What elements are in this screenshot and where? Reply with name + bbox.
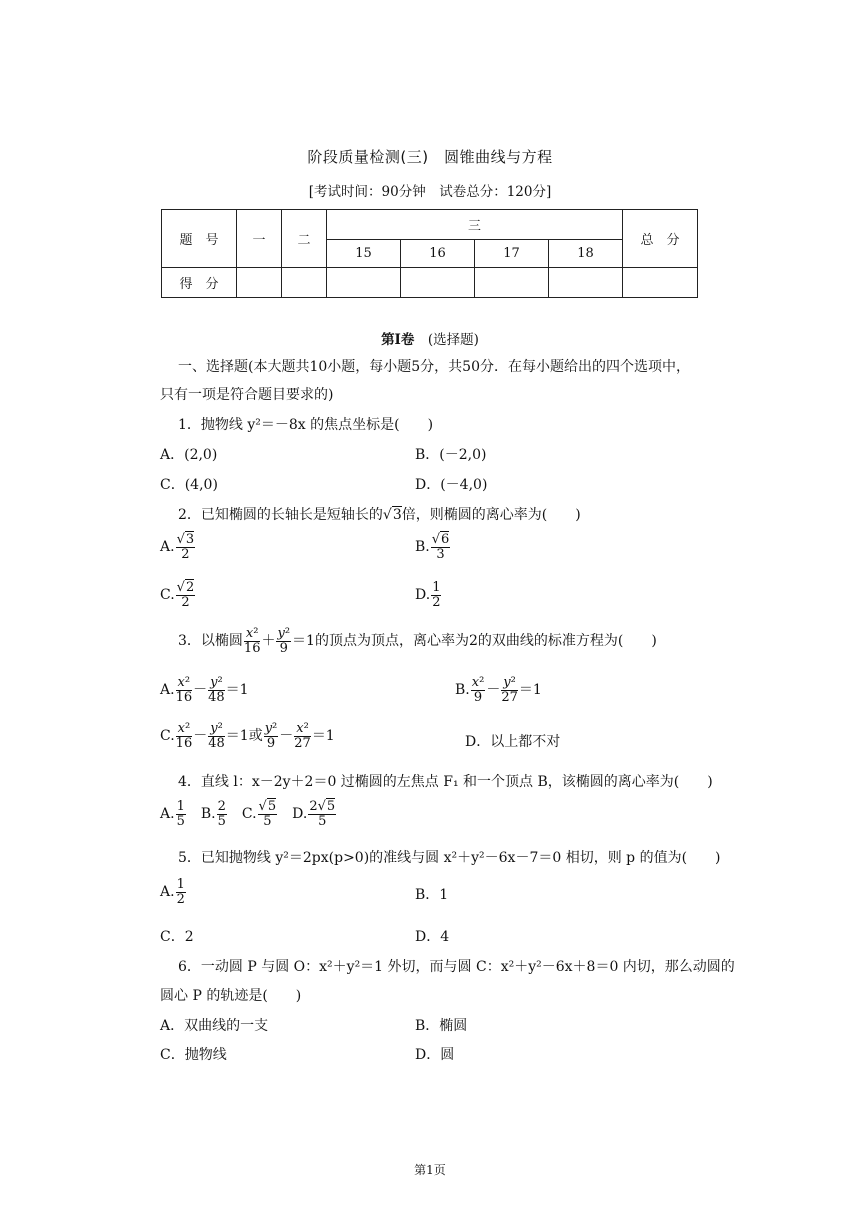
score-cell	[401, 268, 475, 298]
q5-option-b: B．1	[415, 887, 449, 903]
section-subtitle: (选择题)	[427, 332, 479, 348]
score-table	[161, 209, 698, 298]
section-heading	[0, 328, 860, 348]
q6-option-d: D．圆	[415, 1047, 455, 1063]
col-one: 一	[237, 210, 282, 268]
score-cell	[549, 268, 623, 298]
q1-option-d: D．(－4,0)	[415, 477, 488, 493]
q3-option-b: B. $\frac{\text{x²}}{9}$ － $\frac{\text{y²}}{27}$ ＝1	[455, 675, 542, 705]
q1-option-c: C．(4,0)	[160, 477, 218, 493]
q6-option-a: A．双曲线的一支	[160, 1018, 269, 1034]
exam-info: [考试时间：90分钟 试卷总分：120分]	[308, 184, 552, 200]
instructions-line-1: 一、选择题(本大题共10小题，每小题5分，共50分．在每小题给出的四个选项中，	[178, 359, 690, 375]
q4-options: A. $\frac{1}{5}$ B. $\frac{2}{5}$ C. $\frac{√5}{5}$ D. $\frac{2√5}{5}$	[160, 799, 336, 829]
q6-option-c: C．抛物线	[160, 1047, 227, 1063]
q5-option-c: C．2	[160, 929, 194, 945]
col-15: 15	[327, 240, 401, 268]
q5-option-d: D．4	[415, 929, 450, 945]
section-title: 第Ⅰ卷	[381, 332, 415, 348]
q1-option-b: B．(－2,0)	[415, 447, 487, 463]
q2-stem	[178, 504, 581, 524]
row-label-question: 题 号	[162, 210, 237, 268]
q2-option-b: B. $\frac{√6}{3}$	[415, 532, 450, 562]
q1-stem: 1．抛物线 y²＝－8x 的焦点坐标是( )	[178, 417, 434, 433]
q3-stem-pre: 3．以椭圆	[178, 633, 243, 650]
q4-stem: 4．直线 l：x－2y＋2＝0 过椭圆的左焦点 F₁ 和一个顶点 B，该椭圆的离心率为( )	[178, 774, 713, 790]
col-17: 17	[475, 240, 549, 268]
q6-stem-1: 6．一动圆 P 与圆 O：x²＋y²＝1 外切，而与圆 C：x²＋y²－6x＋8＝0 内切，那么动圆的	[178, 959, 735, 975]
q2-option-c: C. $\frac{√2}{2}$	[160, 580, 195, 610]
row-label-score: 得 分	[162, 268, 237, 298]
q2-stem-pre: 2．已知椭圆的长轴长是短轴长的	[178, 507, 383, 523]
page-title: 阶段质量检测(三) 圆锥曲线与方程	[307, 148, 553, 166]
q5-stem: 5．已知抛物线 y²＝2px(p>0)的准线与圆 x²＋y²－6x－7＝0 相切，则 p 的值为( )	[178, 850, 721, 866]
q5-option-a: A. $\frac{1}{2}$	[160, 877, 185, 907]
q3-stem: 3．以椭圆 $\frac{\text{x²}}{16}$ ＋ $\frac{\text{y²}}{9}$ ＝1的顶点为顶点，离心率为2的双曲线的标准方程为( )	[178, 626, 657, 656]
score-cell	[327, 268, 401, 298]
col-three: 三	[327, 210, 623, 240]
page-number: 第1页	[414, 1163, 446, 1177]
score-cell	[282, 268, 327, 298]
q6-option-b: B．椭圆	[415, 1018, 468, 1034]
col-two: 二	[282, 210, 327, 268]
score-cell	[475, 268, 549, 298]
q3-option-c: C. $\frac{\text{x²}}{16}$ － $\frac{\text{y²}}{48}$ ＝1或 $\frac{\text{y²}}{9}$ － $\frac{\text{x²}}{27}$ ＝1	[160, 721, 335, 751]
q3-option-a: A. $\frac{\text{x²}}{16}$ － $\frac{\text{y²}}{48}$ ＝1	[160, 675, 249, 705]
q3-option-d: D．以上都不对	[465, 734, 561, 750]
q1-option-a: A．(2,0)	[160, 447, 218, 463]
q2-stem-post: 倍，则椭圆的离心率为( )	[401, 507, 581, 523]
col-total: 总 分	[623, 210, 698, 268]
q2-option-d: D. $\frac{1}{2}$	[415, 580, 441, 610]
sqrt-3: √3	[382, 507, 402, 523]
col-16: 16	[401, 240, 475, 268]
q2-option-a: A. $\frac{√3}{2}$	[160, 532, 195, 562]
instructions-line-2: 只有一项是符合题目要求的)	[160, 387, 334, 403]
q6-stem-2: 圆心 P 的轨迹是( )	[160, 988, 302, 1004]
col-18: 18	[549, 240, 623, 268]
q3-stem-post: 的顶点为顶点，离心率为2的双曲线的标准方程为( )	[314, 633, 657, 650]
q3-or: 或	[248, 728, 263, 745]
score-cell	[237, 268, 282, 298]
score-cell	[623, 268, 698, 298]
